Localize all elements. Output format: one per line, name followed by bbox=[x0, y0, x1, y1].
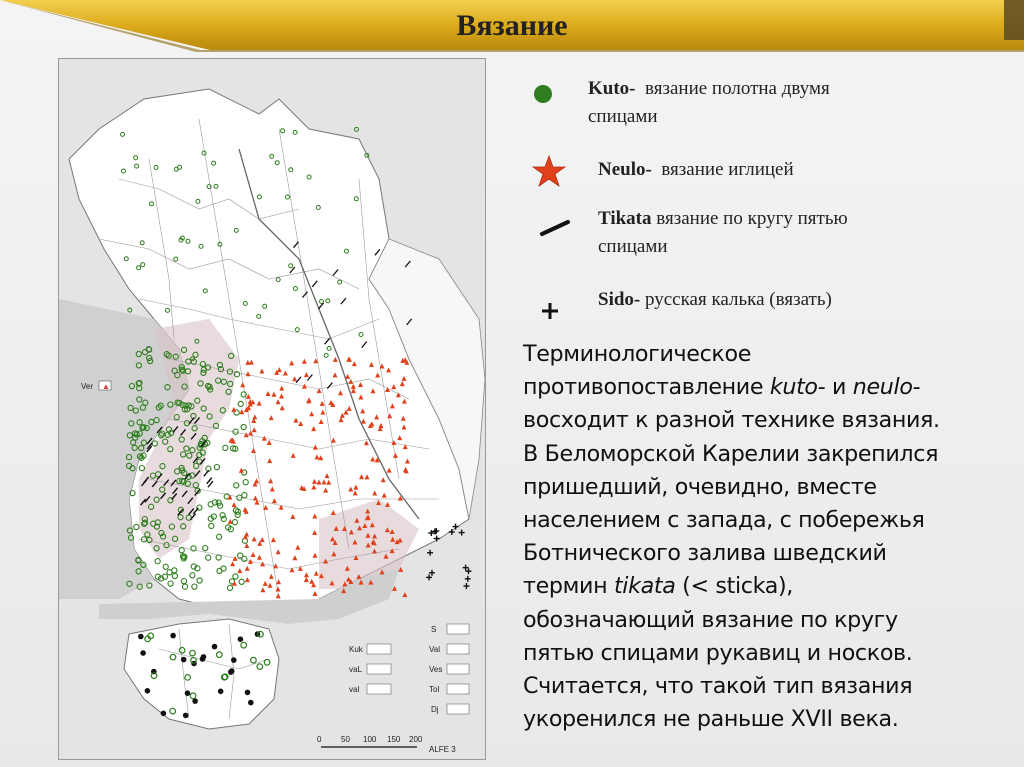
paragraph-line: В Беломорской Карелии закрепился bbox=[523, 440, 939, 467]
dialect-map bbox=[58, 58, 486, 760]
svg-text:50: 50 bbox=[341, 735, 350, 744]
legend-kuto: Kuto- вязание полотна двумя спицами bbox=[588, 78, 830, 127]
paragraph-line: укоренился не раньше XVII века. bbox=[523, 706, 899, 733]
paragraph-line: восходит к разной технике вязания. bbox=[523, 407, 940, 434]
estonia-marker bbox=[145, 688, 151, 694]
svg-text:200: 200 bbox=[409, 735, 423, 744]
paragraph-line: Считается, что такой тип вязания bbox=[523, 673, 913, 700]
legend-val2: val bbox=[349, 685, 360, 694]
legend-s: S bbox=[431, 625, 437, 634]
estonia-marker bbox=[185, 690, 191, 696]
estonia-marker bbox=[183, 713, 189, 719]
estonia-marker bbox=[181, 657, 187, 663]
estonia-marker bbox=[218, 689, 224, 695]
legend-tikata: Tikata вязание по кругу пятью спицами bbox=[598, 208, 848, 257]
paragraph-line: населением с запада, с побережья bbox=[523, 507, 925, 534]
legend-val-r: Val bbox=[429, 645, 440, 654]
ver-label: Ver bbox=[81, 382, 94, 391]
estonia-marker bbox=[229, 668, 235, 674]
green-circle-icon bbox=[532, 83, 554, 105]
estonia-marker bbox=[138, 634, 144, 640]
estonia-marker bbox=[200, 656, 206, 662]
ver-marker-icon: ▲ bbox=[102, 382, 110, 391]
paragraph-line: Терминологическое bbox=[523, 341, 751, 367]
legend-kuk: Kuk bbox=[349, 645, 363, 654]
dash-icon bbox=[538, 214, 572, 238]
legend-ves: Ves bbox=[429, 665, 443, 674]
slide-title: Вязание bbox=[456, 9, 568, 42]
paragraph-line: пришедший, очевидно, вместе bbox=[523, 473, 877, 500]
map-canvas bbox=[59, 59, 485, 759]
estonia-marker bbox=[248, 700, 254, 706]
estonia-marker bbox=[238, 636, 244, 642]
legend-neulo: Neulo- вязание иглицей bbox=[598, 159, 794, 180]
paragraph-line: обозначающий вязание по кругу bbox=[523, 606, 898, 633]
estonia-marker bbox=[170, 633, 176, 639]
map-corner-label: ALFE 3 bbox=[429, 745, 456, 754]
estonia-marker bbox=[212, 644, 218, 650]
plus-icon bbox=[539, 300, 561, 322]
estonia-marker bbox=[245, 690, 251, 696]
estonia-marker bbox=[140, 650, 146, 656]
paragraph-line: пятью спицами рукавиц и носков. bbox=[523, 639, 913, 666]
paragraph-line: Ботнического залива шведский bbox=[523, 540, 887, 567]
paragraph-line: термин tikata (< sticka), bbox=[523, 573, 793, 600]
legend-val: vaL bbox=[349, 665, 362, 674]
estonia-marker bbox=[161, 711, 167, 717]
svg-text:150: 150 bbox=[387, 735, 401, 744]
svg-text:0: 0 bbox=[317, 735, 322, 744]
legend-dj: Dj bbox=[431, 705, 439, 714]
estonia-marker bbox=[231, 657, 237, 663]
paragraph-line: противопоставление kuto- и neulo- bbox=[523, 374, 921, 401]
red-star-icon bbox=[532, 155, 566, 187]
legend-tol: Tol bbox=[429, 685, 440, 694]
legend-sido: Sido- русская калька (вязать) bbox=[598, 289, 832, 310]
body-paragraph bbox=[523, 338, 1013, 736]
svg-text:100: 100 bbox=[363, 735, 377, 744]
